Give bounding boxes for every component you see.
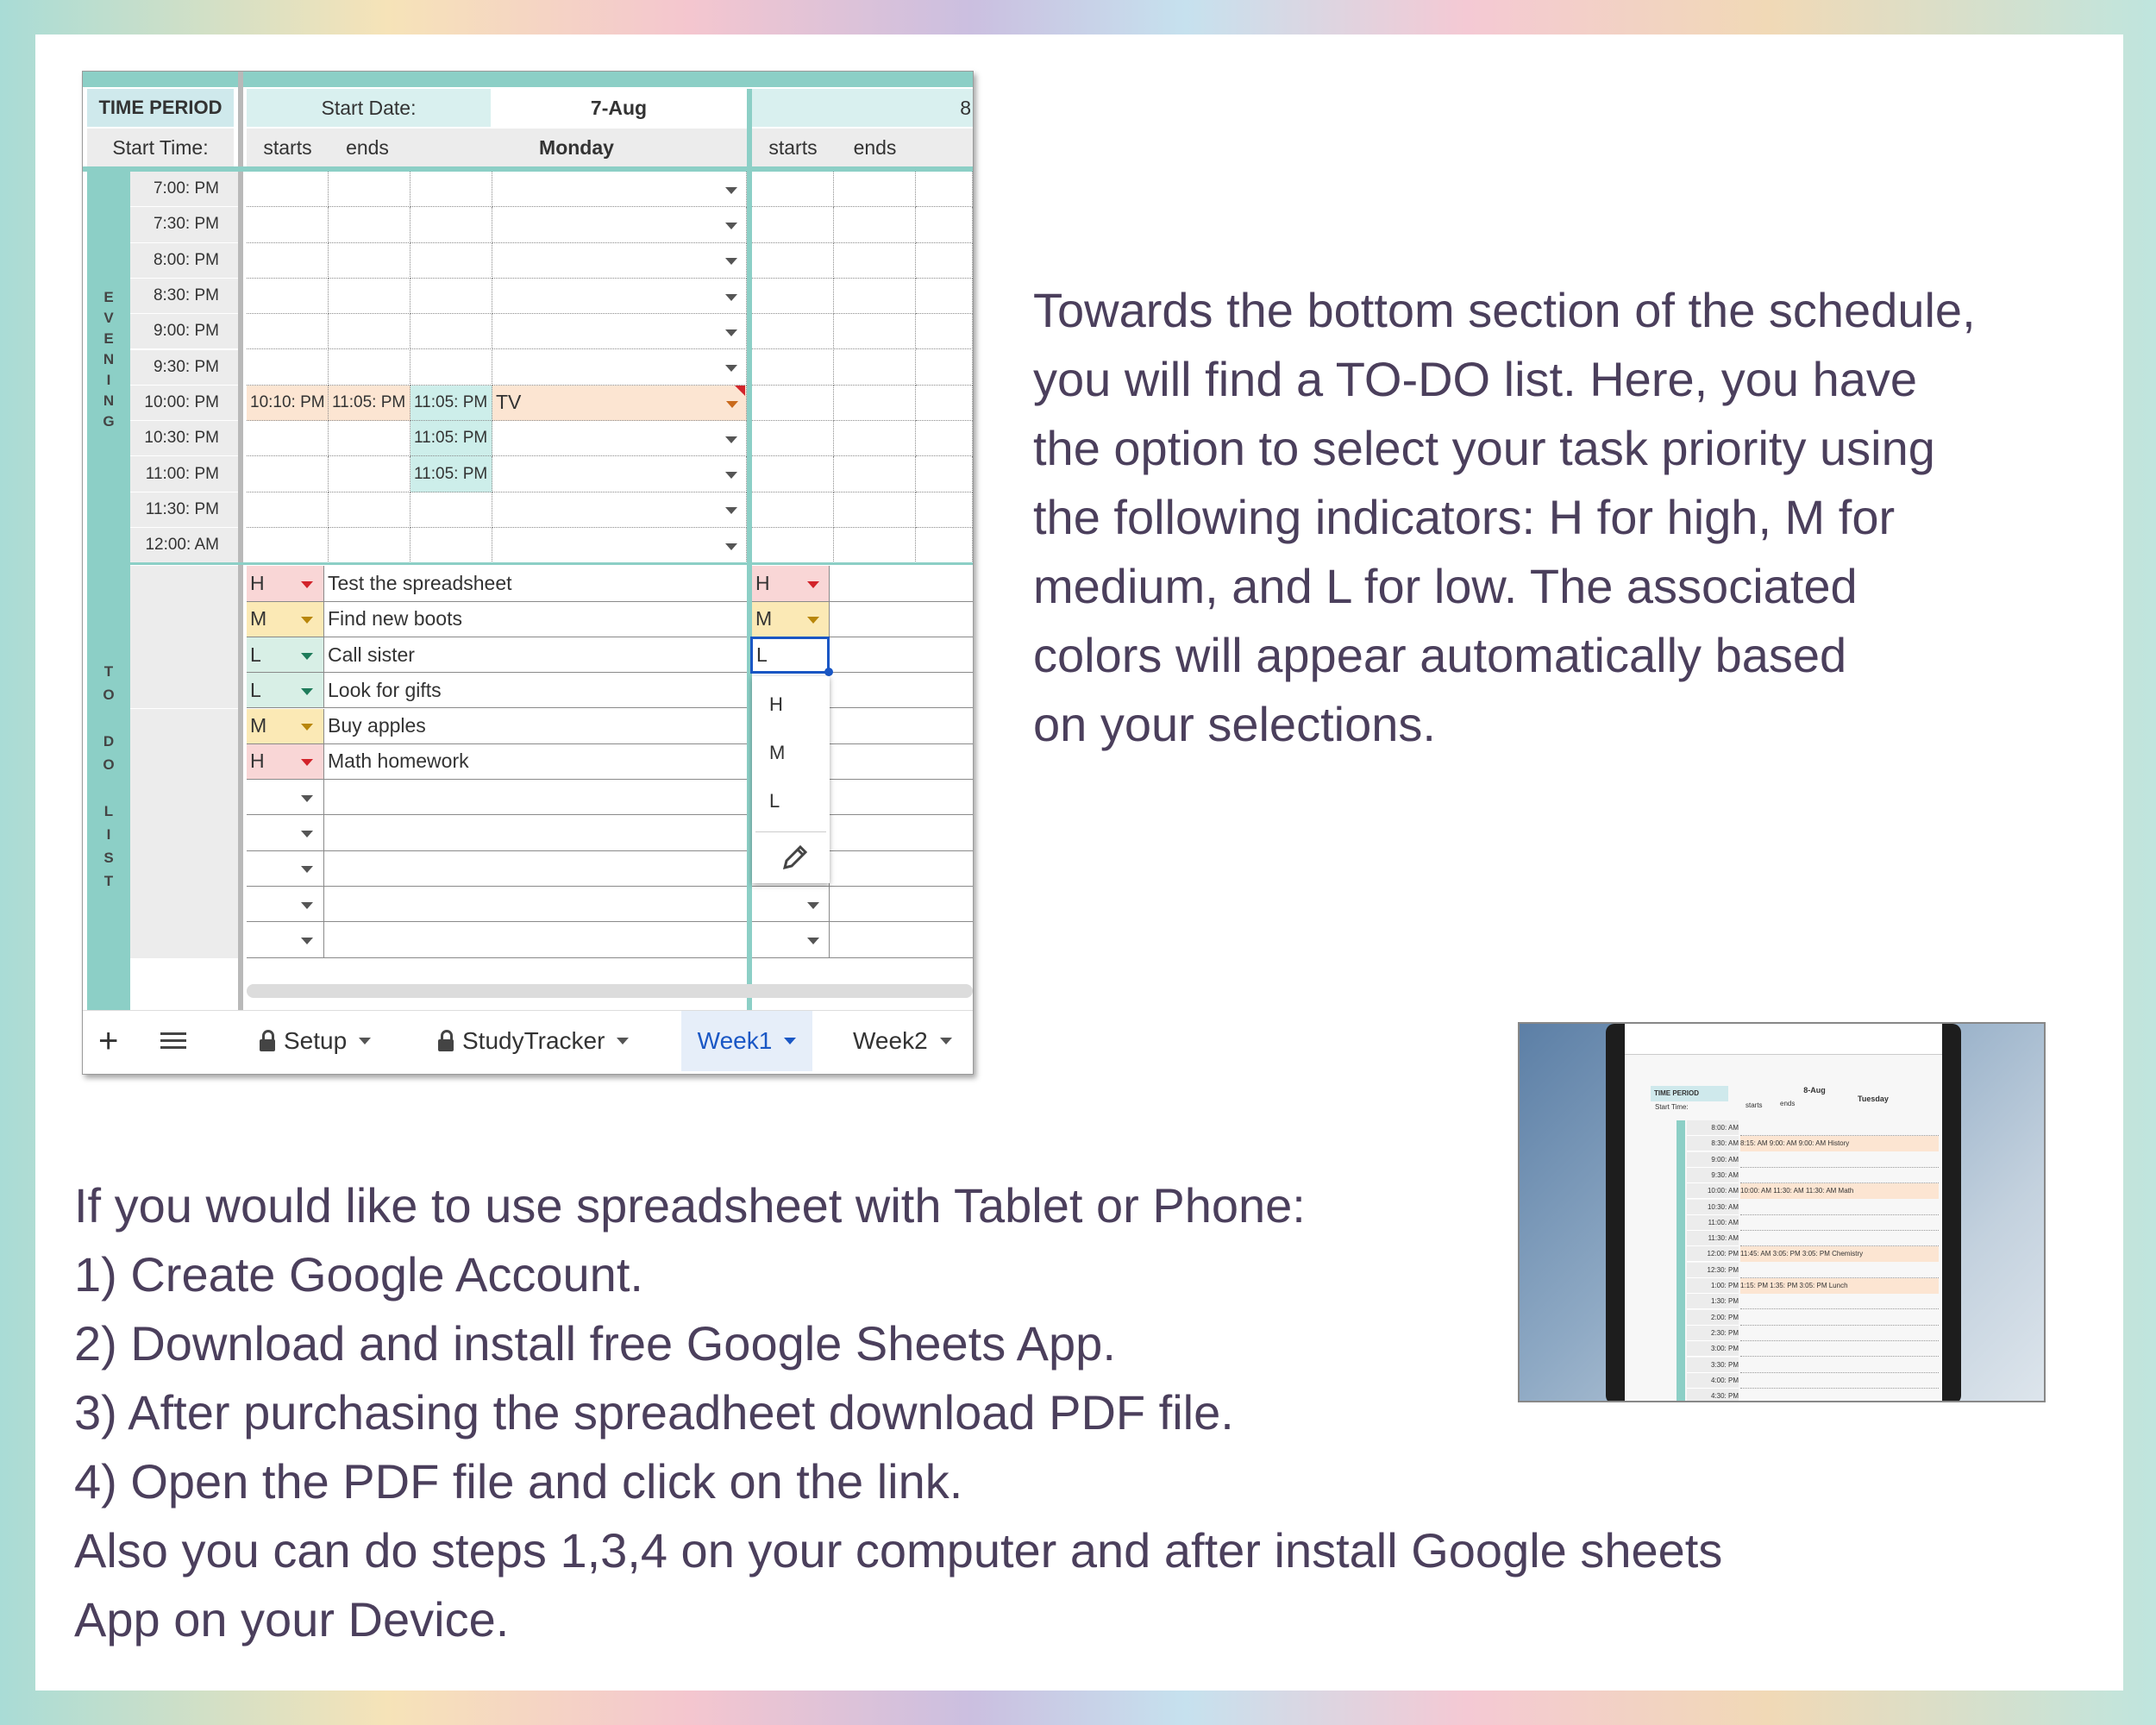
edit-pencil-icon[interactable] <box>781 842 807 871</box>
start-time-label: Start Time: <box>87 129 234 166</box>
phone-row <box>1740 1294 1939 1309</box>
schedule-cell[interactable] <box>834 528 916 563</box>
phone-time-label: 10:00: AM <box>1687 1183 1739 1199</box>
description-line: medium, and L for low. The associated <box>1033 559 1858 613</box>
phone-photo <box>1518 1022 2046 1402</box>
task-cell[interactable] <box>324 851 747 887</box>
time-label: 9:00: PM <box>130 314 238 349</box>
phone-ends: ends <box>1780 1100 1796 1107</box>
event-continuation-cell[interactable]: 11:05: PM <box>411 456 492 492</box>
schedule-cell[interactable] <box>916 314 973 349</box>
schedule-cell[interactable] <box>492 172 747 207</box>
schedule-cell[interactable] <box>247 243 329 279</box>
schedule-cell[interactable] <box>834 456 916 492</box>
evening-label <box>87 287 130 432</box>
task-cell[interactable]: Buy apples <box>324 709 747 744</box>
chevron-down-icon <box>784 1038 796 1044</box>
todo-gutter <box>130 780 238 815</box>
chevron-down-icon <box>725 507 737 514</box>
schedule-cell[interactable] <box>752 386 834 421</box>
dropdown-option-h[interactable]: H <box>769 693 783 716</box>
schedule-cell[interactable] <box>916 207 973 242</box>
phone-time-label: 12:30: PM <box>1687 1263 1739 1278</box>
todo-gutter <box>130 673 238 708</box>
schedule-cell[interactable] <box>329 172 411 207</box>
time-label: 10:30: PM <box>130 421 238 456</box>
schedule-cell[interactable] <box>834 207 916 242</box>
task-cell-tue[interactable] <box>830 709 973 744</box>
chevron-down-icon <box>301 617 313 624</box>
tab-week1[interactable] <box>681 1011 812 1071</box>
schedule-cell[interactable] <box>752 528 834 563</box>
freeze-divider <box>238 72 243 1063</box>
chevron-down-icon <box>725 258 737 265</box>
tab-week2-label: Week2 <box>853 1027 928 1054</box>
time-label: 8:00: PM <box>130 243 238 279</box>
priority-select[interactable] <box>247 887 324 922</box>
phone-label-column <box>1677 1120 1685 1402</box>
phone-row <box>1740 1263 1939 1278</box>
phone-time-label: 10:30: AM <box>1687 1200 1739 1215</box>
phone-row <box>1740 1326 1939 1341</box>
todo-letter: T <box>103 873 114 889</box>
phone-row <box>1740 1373 1939 1389</box>
schedule-cell[interactable] <box>492 350 747 386</box>
phone-time-label: 2:00: PM <box>1687 1310 1739 1326</box>
schedule-cell[interactable] <box>247 350 329 386</box>
chevron-down-icon <box>301 759 313 766</box>
instruction-line: App on your Device. <box>74 1592 510 1647</box>
chevron-down-icon <box>725 223 737 229</box>
todo-gutter <box>130 922 238 957</box>
header-band <box>83 72 973 87</box>
phone-starts: starts <box>1745 1101 1763 1109</box>
time-label: 9:30: PM <box>130 350 238 386</box>
schedule-cell[interactable] <box>492 207 747 242</box>
phone-row <box>1740 1200 1939 1215</box>
todo-letter: S <box>103 850 114 866</box>
chevron-down-icon <box>301 688 313 695</box>
evening-letter: N <box>103 351 115 367</box>
schedule-cell[interactable] <box>247 279 329 314</box>
phone-day: Tuesday <box>1858 1095 1889 1103</box>
schedule-cell[interactable] <box>834 421 916 456</box>
schedule-cell[interactable] <box>492 528 747 563</box>
phone-time-label: 3:00: PM <box>1687 1341 1739 1357</box>
todo-gutter <box>130 851 238 887</box>
phone-time-label: 4:00: PM <box>1687 1373 1739 1389</box>
tab-studytracker-label: StudyTracker <box>462 1027 605 1054</box>
schedule-cell[interactable] <box>329 279 411 314</box>
todo-gutter <box>130 815 238 850</box>
todo-gutter <box>130 709 238 744</box>
starts-header: starts <box>247 129 329 166</box>
phone-time-period: TIME PERIOD <box>1651 1086 1728 1101</box>
schedule-cell[interactable] <box>411 492 492 528</box>
phone-row <box>1740 1152 1939 1168</box>
description-line: Towards the bottom section of the schedule, <box>1033 283 1976 337</box>
schedule-cell[interactable] <box>916 421 973 456</box>
phone-toolbar <box>1625 1024 1942 1055</box>
todo-letter: O <box>103 756 115 773</box>
schedule-cell[interactable] <box>752 279 834 314</box>
phone-time-label: 3:30: PM <box>1687 1358 1739 1373</box>
start-date-label: Start Date: <box>247 89 491 127</box>
schedule-cell[interactable] <box>752 492 834 528</box>
task-cell-tue[interactable] <box>830 744 973 780</box>
chevron-down-icon <box>725 543 737 550</box>
chevron-down-icon <box>807 902 819 909</box>
schedule-cell[interactable] <box>411 243 492 279</box>
lock-icon <box>438 1039 454 1051</box>
chevron-down-icon <box>301 581 313 588</box>
chevron-down-icon <box>301 724 313 731</box>
instruction-line: Also you can do steps 1,3,4 on your computer and after install Google sheets <box>74 1523 1723 1578</box>
task-cell[interactable]: Look for gifts <box>324 673 747 708</box>
schedule-cell[interactable] <box>834 172 916 207</box>
priority-select-tue[interactable]: H <box>752 566 830 601</box>
phone-row <box>1740 1120 1939 1136</box>
priority-value: H <box>250 571 265 594</box>
phone-event: 8:15: AM 9:00: AM 9:00: AM History <box>1740 1136 1939 1151</box>
priority-select[interactable] <box>247 566 324 601</box>
time-label: 8:30: PM <box>130 279 238 314</box>
event-dropdown-arrow[interactable] <box>492 386 747 421</box>
priority-select[interactable] <box>247 709 324 744</box>
time-label: 11:00: PM <box>130 456 238 492</box>
phone-time-label: 11:30: AM <box>1687 1231 1739 1246</box>
evening-letter: I <box>106 372 111 388</box>
chevron-down-icon <box>301 653 313 660</box>
event-end-cell[interactable]: 11:05: PM <box>329 386 411 421</box>
schedule-cell[interactable] <box>492 492 747 528</box>
task-cell-tue[interactable] <box>830 815 973 850</box>
priority-edit-input[interactable]: L <box>750 637 830 674</box>
ends-header-tue: ends <box>834 129 916 166</box>
priority-select[interactable] <box>247 637 324 673</box>
priority-arrow-tue[interactable] <box>752 566 830 601</box>
schedule-cell[interactable] <box>247 207 329 242</box>
schedule-cell[interactable] <box>329 456 411 492</box>
evening-letter: N <box>103 392 115 409</box>
task-cell[interactable] <box>324 815 747 850</box>
phone-date: 8-Aug <box>1803 1086 1826 1095</box>
schedule-cell[interactable] <box>834 243 916 279</box>
schedule-cell[interactable] <box>329 350 411 386</box>
instruction-line: 2) Download and install free Google Sheets App. <box>74 1316 1116 1371</box>
todo-divider <box>130 562 973 565</box>
starts-header-tue: starts <box>752 129 834 166</box>
chevron-down-icon <box>301 938 313 944</box>
event-continuation-cell[interactable]: 11:05: PM <box>411 386 492 421</box>
chevron-down-icon <box>725 329 737 336</box>
evening-letter: E <box>103 289 114 305</box>
schedule-cell[interactable] <box>329 492 411 528</box>
tab-setup-label: Setup <box>284 1027 348 1054</box>
add-sheet-icon[interactable]: + <box>98 1021 119 1060</box>
priority-select-tue[interactable]: M <box>752 602 830 637</box>
todo-letter: T <box>103 663 114 680</box>
evening-letter: G <box>103 413 115 430</box>
phone-row <box>1740 1358 1939 1373</box>
schedule-cell[interactable] <box>411 207 492 242</box>
dropdown-option-m[interactable]: M <box>769 742 786 764</box>
todo-letter <box>87 779 130 802</box>
schedule-cell[interactable] <box>916 456 973 492</box>
spreadsheet-screenshot <box>82 71 974 1075</box>
schedule-cell[interactable] <box>834 386 916 421</box>
priority-value: H <box>250 750 265 773</box>
priority-value: M <box>250 607 267 630</box>
chevron-down-icon <box>301 831 313 837</box>
task-cell-tue[interactable] <box>830 673 973 708</box>
schedule-cell[interactable] <box>834 350 916 386</box>
tab-week2[interactable] <box>853 1011 952 1071</box>
menu-divider <box>755 831 826 832</box>
schedule-cell[interactable] <box>916 386 973 421</box>
schedule-cell[interactable] <box>492 456 747 492</box>
task-cell-tue[interactable] <box>830 637 973 673</box>
todo-letter <box>87 709 130 732</box>
phone-row <box>1740 1389 1939 1402</box>
schedule-cell[interactable] <box>247 314 329 349</box>
description-line: the option to select your task priority using <box>1033 421 1935 475</box>
phone-time-label: 8:30: AM <box>1687 1136 1739 1151</box>
schedule-cell[interactable] <box>411 314 492 349</box>
chevron-down-icon <box>807 938 819 944</box>
time-label: 12:00: AM <box>130 528 238 563</box>
priority-value: L <box>250 643 261 666</box>
schedule-cell[interactable] <box>752 207 834 242</box>
tab-week1-label: Week1 <box>697 1027 773 1054</box>
schedule-cell[interactable] <box>329 528 411 563</box>
description-line: the following indicators: H for high, M for <box>1033 490 1896 544</box>
phone-row <box>1740 1310 1939 1326</box>
description-line: colors will appear automatically based <box>1033 628 1847 682</box>
chevron-down-icon <box>301 866 313 873</box>
phone-time-label: 9:30: AM <box>1687 1168 1739 1183</box>
todo-letter: L <box>103 803 114 819</box>
schedule-cell[interactable] <box>916 350 973 386</box>
priority-arrow-tue[interactable] <box>752 922 830 957</box>
task-cell-tue[interactable] <box>830 602 973 637</box>
schedule-cell[interactable] <box>329 207 411 242</box>
sheet-tab-bar <box>83 1010 973 1074</box>
task-cell[interactable]: Call sister <box>324 637 747 673</box>
schedule-cell[interactable] <box>329 421 411 456</box>
tab-studytracker[interactable] <box>438 1011 629 1071</box>
schedule-cell[interactable] <box>752 314 834 349</box>
instruction-line: 1) Create Google Account. <box>74 1247 643 1302</box>
schedule-cell[interactable] <box>916 243 973 279</box>
phone-time-label: 9:00: AM <box>1687 1152 1739 1168</box>
phone-screen <box>1625 1024 1942 1402</box>
priority-arrow-tue[interactable] <box>752 887 830 922</box>
phone-time-label: 12:00: PM <box>1687 1246 1739 1262</box>
time-label: 7:00: PM <box>130 172 238 207</box>
todo-gutter <box>130 887 238 922</box>
schedule-cell[interactable] <box>247 528 329 563</box>
chevron-down-icon <box>725 365 737 372</box>
date-cell[interactable]: 7-Aug <box>491 89 747 127</box>
phone-event: 11:45: AM 3:05: PM 3:05: PM Chemistry <box>1740 1246 1939 1262</box>
priority-select[interactable] <box>247 780 324 815</box>
chevron-down-icon <box>725 187 737 194</box>
schedule-cell[interactable] <box>752 172 834 207</box>
schedule-cell[interactable] <box>752 350 834 386</box>
phone-time-label: 2:30: PM <box>1687 1326 1739 1341</box>
task-cell[interactable]: Test the spreadsheet <box>324 566 747 601</box>
phone-time-label: 4:30: PM <box>1687 1389 1739 1402</box>
chevron-down-icon <box>301 902 313 909</box>
schedule-cell[interactable] <box>247 456 329 492</box>
time-label: 11:30: PM <box>130 492 238 528</box>
phone-time-label: 1:00: PM <box>1687 1278 1739 1294</box>
event-activity-cell[interactable]: TV <box>492 386 747 421</box>
sheet-list-icon[interactable] <box>160 1011 186 1071</box>
schedule-cell[interactable] <box>411 350 492 386</box>
phone-row <box>1740 1341 1939 1357</box>
todo-gutter <box>130 637 238 673</box>
instruction-line: If you would like to use spreadsheet with Tablet or Phone: <box>74 1178 1306 1233</box>
chevron-down-icon <box>617 1038 629 1044</box>
instruction-line: 4) Open the PDF file and click on the link. <box>74 1454 963 1509</box>
schedule-cell[interactable] <box>247 421 329 456</box>
phone-event: 1:15: PM 1:35: PM 3:05: PM Lunch <box>1740 1278 1939 1294</box>
todo-letter: O <box>103 687 115 703</box>
phone-time-label: 8:00: AM <box>1687 1120 1739 1136</box>
time-label: 7:30: PM <box>130 207 238 242</box>
task-cell-tue[interactable] <box>830 887 973 922</box>
priority-select[interactable] <box>247 922 324 957</box>
chevron-down-icon <box>807 581 819 588</box>
priority-select[interactable] <box>247 602 324 637</box>
phone-row <box>1740 1215 1939 1231</box>
schedule-cell[interactable] <box>752 421 834 456</box>
phone-time-label: 1:30: PM <box>1687 1294 1739 1309</box>
schedule-cell[interactable] <box>411 279 492 314</box>
schedule-cell[interactable] <box>492 314 747 349</box>
dropdown-option-l[interactable]: L <box>769 790 780 812</box>
phone-start-time: Start Time: <box>1655 1103 1689 1111</box>
schedule-cell[interactable] <box>834 279 916 314</box>
description-text <box>1033 276 2107 759</box>
task-cell[interactable]: Math homework <box>324 744 747 780</box>
task-cell[interactable] <box>324 780 747 815</box>
schedule-cell[interactable] <box>411 528 492 563</box>
schedule-cell[interactable] <box>247 172 329 207</box>
schedule-cell[interactable] <box>247 492 329 528</box>
task-cell-tue[interactable] <box>830 566 973 601</box>
todo-letter: D <box>103 733 115 750</box>
priority-select[interactable] <box>247 673 324 708</box>
task-cell[interactable] <box>324 887 747 922</box>
schedule-cell[interactable] <box>916 172 973 207</box>
schedule-cell[interactable] <box>916 492 973 528</box>
schedule-cell[interactable] <box>411 172 492 207</box>
phone-device <box>1606 1024 1961 1402</box>
schedule-cell[interactable] <box>492 279 747 314</box>
schedule-cell[interactable] <box>834 314 916 349</box>
phone-row <box>1740 1168 1939 1183</box>
todo-gutter <box>130 744 238 780</box>
chevron-down-icon <box>807 617 819 624</box>
evening-letter: V <box>103 310 114 326</box>
chevron-down-icon <box>725 436 737 443</box>
schedule-cell[interactable] <box>492 421 747 456</box>
ends-header: ends <box>329 129 406 166</box>
task-cell[interactable]: Find new boots <box>324 602 747 637</box>
todo-list-label <box>87 662 130 895</box>
next-date-cell[interactable]: 8 <box>752 89 973 127</box>
chevron-down-icon <box>940 1038 952 1044</box>
day-header: Monday <box>406 129 747 166</box>
chevron-down-icon <box>725 472 737 479</box>
event-start-cell[interactable]: 10:10: PM <box>247 386 329 421</box>
todo-gutter <box>130 602 238 637</box>
horizontal-scrollbar[interactable] <box>247 984 973 998</box>
schedule-cell[interactable] <box>329 243 411 279</box>
description-line: on your selections. <box>1033 697 1436 751</box>
priority-select[interactable] <box>247 744 324 780</box>
task-cell-tue[interactable] <box>830 922 973 957</box>
description-line: you will find a TO-DO list. Here, you have <box>1033 352 1918 406</box>
priority-select[interactable] <box>247 815 324 850</box>
priority-value: L <box>250 678 261 701</box>
priority-arrow-tue[interactable] <box>752 602 830 637</box>
schedule-cell[interactable] <box>752 243 834 279</box>
priority-value: M <box>250 714 267 737</box>
lock-icon <box>260 1039 275 1051</box>
phone-row <box>1740 1231 1939 1246</box>
todo-letter: I <box>106 826 111 843</box>
todo-gutter <box>130 566 238 601</box>
schedule-cell[interactable] <box>834 492 916 528</box>
evening-letter: E <box>103 330 114 347</box>
task-cell-tue[interactable] <box>830 780 973 815</box>
tab-setup[interactable] <box>260 1011 371 1071</box>
chevron-down-icon <box>359 1038 371 1044</box>
instruction-line: 3) After purchasing the spreadheet download PDF file. <box>74 1385 1234 1440</box>
event-continuation-cell[interactable]: 11:05: PM <box>411 421 492 456</box>
chevron-down-icon <box>726 401 738 408</box>
task-cell[interactable] <box>324 922 747 957</box>
time-label: 10:00: PM <box>130 386 238 421</box>
phone-time-label: 11:00: AM <box>1687 1215 1739 1231</box>
schedule-cell[interactable] <box>492 243 747 279</box>
priority-select[interactable] <box>247 851 324 887</box>
schedule-cell[interactable] <box>329 314 411 349</box>
header-filler <box>916 129 973 166</box>
time-period-header: TIME PERIOD <box>87 89 234 127</box>
schedule-cell[interactable] <box>916 279 973 314</box>
priority-dropdown-menu <box>752 676 830 883</box>
task-cell-tue[interactable] <box>830 851 973 887</box>
chevron-down-icon <box>725 294 737 301</box>
phone-event: 10:00: AM 11:30: AM 11:30: AM Math <box>1740 1183 1939 1199</box>
schedule-cell[interactable] <box>916 528 973 563</box>
chevron-down-icon <box>301 795 313 802</box>
schedule-cell[interactable] <box>752 456 834 492</box>
